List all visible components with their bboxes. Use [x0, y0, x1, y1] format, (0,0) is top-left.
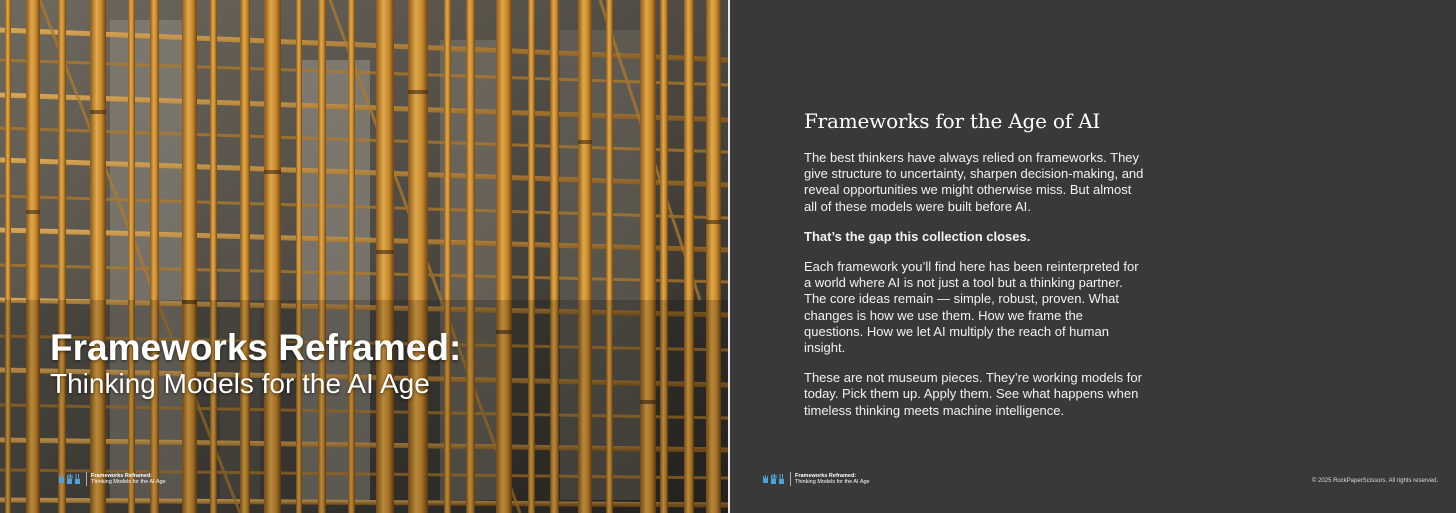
- brand-logo: [762, 474, 785, 485]
- article-paragraph: The best thinkers have always relied on frameworks. They give structure to uncertainty, sharpen decision-making, and reveal opportunities we might otherwise miss. But almost all of these models were built before AI.: [804, 150, 1144, 214]
- rock-hand-icon: [58, 474, 65, 485]
- paper-hand-icon: [66, 474, 73, 485]
- intro-article: [804, 108, 1144, 433]
- cover-footer-brand: [58, 472, 166, 486]
- brand-separator: [790, 472, 791, 486]
- brand-text: [91, 473, 166, 486]
- copyright-notice: © 2025 RockPaperScissors. All rights reserved.: [1312, 478, 1439, 484]
- cover-title: Frameworks Reframed:: [50, 327, 462, 368]
- brand-text: [795, 473, 870, 486]
- paper-hand-icon: [770, 474, 777, 485]
- brand-logo: [58, 474, 81, 485]
- rock-hand-icon: [762, 474, 769, 485]
- article-heading: Frameworks for the Age of AI: [804, 109, 1101, 133]
- brand-line2: Thinking Models for the AI Age: [795, 479, 870, 485]
- scissors-hand-icon: [74, 474, 81, 485]
- brand-line1: Frameworks Reframed:: [91, 472, 153, 479]
- scissors-hand-icon: [778, 474, 785, 485]
- brand-separator: [86, 472, 87, 486]
- article-paragraph: Each framework you’ll find here has been reinterpreted for a world where AI is not just a tool but a thinking partner. The core ideas remain — simple, robust, proven. What changes is how we use them. How we frame the questions. How we let AI multiply the reach of human insight.: [804, 259, 1139, 356]
- intro-footer-brand: [762, 472, 870, 486]
- cover-title-block: [50, 328, 461, 400]
- brand-line2: Thinking Models for the AI Age: [91, 479, 166, 485]
- article-key-statement: That’s the gap this collection closes.: [804, 228, 1031, 244]
- cover-subtitle: Thinking Models for the AI Age: [50, 368, 430, 399]
- brand-line1: Frameworks Reframed:: [795, 472, 857, 479]
- article-paragraph: These are not museum pieces. They’re working models for today. Pick them up. Apply them. See what happens when timeless thinking meets machine intelligence.: [804, 370, 1142, 418]
